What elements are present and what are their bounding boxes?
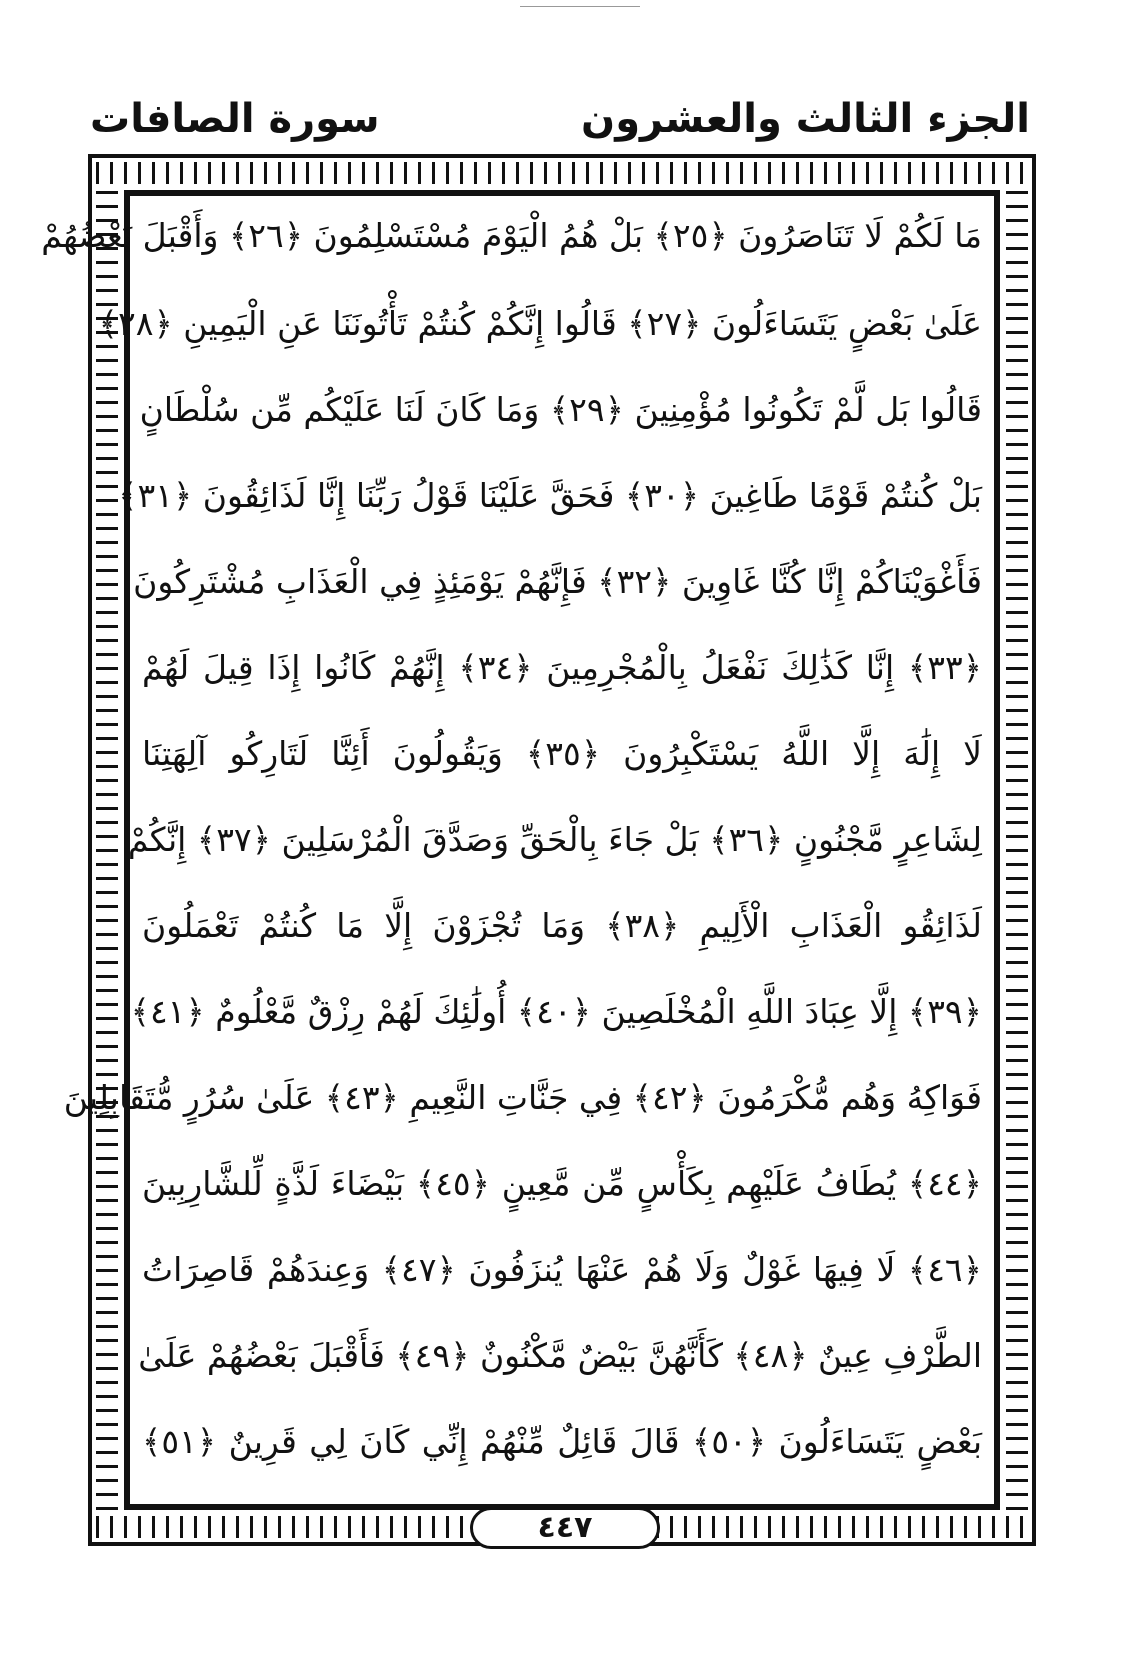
juz-title: الجزء الثالث والعشرون <box>581 96 1030 142</box>
text-line: مَا لَكُمْ لَا تَنَاصَرُونَ ﴿٢٥﴾ بَلْ هُمُ الْيَوْمَ مُسْتَسْلِمُونَ ﴿٢٦﴾ وَأَقْبَلَ بَعْضُهُمْ <box>41 216 982 255</box>
text-line: ﴿٣٣﴾ إِنَّا كَذَٰلِكَ نَفْعَلُ بِالْمُجْرِمِينَ ﴿٣٤﴾ إِنَّهُمْ كَانُوا إِذَا قِيلَ لَهُمْ <box>142 648 983 687</box>
surah-title: سورة الصافات <box>90 96 380 142</box>
text-line: ﴿٤٤﴾ يُطَافُ عَلَيْهِم بِكَأْسٍ مِّن مَّعِينٍ ﴿٤٥﴾ بَيْضَاءَ لَذَّةٍ لِّلشَّارِبِينَ <box>142 1164 982 1203</box>
top-rule <box>520 6 640 7</box>
text-line: عَلَىٰ بَعْضٍ يَتَسَاءَلُونَ ﴿٢٧﴾ قَالُوا إِنَّكُمْ كُنتُمْ تَأْتُونَنَا عَنِ الْيَمِينِ ﴿٢٨﴾ <box>98 304 982 343</box>
text-line: لَذَائِقُو الْعَذَابِ الْأَلِيمِ ﴿٣٨﴾ وَمَا تُجْزَوْنَ إِلَّا مَا كُنتُمْ تَعْمَلُونَ <box>142 906 982 945</box>
text-line: قَالُوا بَل لَّمْ تَكُونُوا مُؤْمِنِينَ ﴿٢٩﴾ وَمَا كَانَ لَنَا عَلَيْكُم مِّن سُلْطَانٍ <box>139 390 982 429</box>
text-line: ﴿٣٩﴾ إِلَّا عِبَادَ اللَّهِ الْمُخْلَصِينَ ﴿٤٠﴾ أُولَٰئِكَ لَهُمْ رِزْقٌ مَّعْلُومٌ ﴿٤١﴾ <box>130 992 982 1031</box>
text-line: لَا إِلَٰهَ إِلَّا اللَّهُ يَسْتَكْبِرُونَ ﴿٣٥﴾ وَيَقُولُونَ أَئِنَّا لَتَارِكُو آلِهَتِنَا <box>142 734 982 773</box>
text-line: بَعْضٍ يَتَسَاءَلُونَ ﴿٥٠﴾ قَالَ قَائِلٌ مِّنْهُمْ إِنِّي كَانَ لِي قَرِينٌ ﴿٥١﴾ <box>142 1422 983 1461</box>
text-line: لِشَاعِرٍ مَّجْنُونٍ ﴿٣٦﴾ بَلْ جَاءَ بِالْحَقِّ وَصَدَّقَ الْمُرْسَلِينَ ﴿٣٧﴾ إِنَّكُمْ <box>127 820 982 859</box>
text-line: فَأَغْوَيْنَاكُمْ إِنَّا كُنَّا غَاوِينَ ﴿٣٢﴾ فَإِنَّهُمْ يَوْمَئِذٍ فِي الْعَذَابِ مُشْتَرِكُونَ <box>133 562 982 601</box>
text-line: بَلْ كُنتُمْ قَوْمًا طَاغِينَ ﴿٣٠﴾ فَحَقَّ عَلَيْنَا قَوْلُ رَبِّنَا إِنَّا لَذَائِقُونَ ﴿٣١﴾ <box>118 476 982 515</box>
text-line: ﴿٤٦﴾ لَا فِيهَا غَوْلٌ وَلَا هُمْ عَنْهَا يُنزَفُونَ ﴿٤٧﴾ وَعِندَهُمْ قَاصِرَاتُ <box>142 1250 982 1289</box>
page-number: ٤٤٧ <box>470 1507 660 1549</box>
text-line: الطَّرْفِ عِينٌ ﴿٤٨﴾ كَأَنَّهُنَّ بَيْضٌ مَّكْنُونٌ ﴿٤٩﴾ فَأَقْبَلَ بَعْضُهُمْ عَلَىٰ <box>138 1336 982 1375</box>
text-line: فَوَاكِهُ وَهُم مُّكْرَمُونَ ﴿٤٢﴾ فِي جَنَّاتِ النَّعِيمِ ﴿٤٣﴾ عَلَىٰ سُرُرٍ مُّتَقَابِلِينَ <box>63 1078 982 1117</box>
page-header <box>90 96 1030 160</box>
quran-text <box>41 196 983 1496</box>
